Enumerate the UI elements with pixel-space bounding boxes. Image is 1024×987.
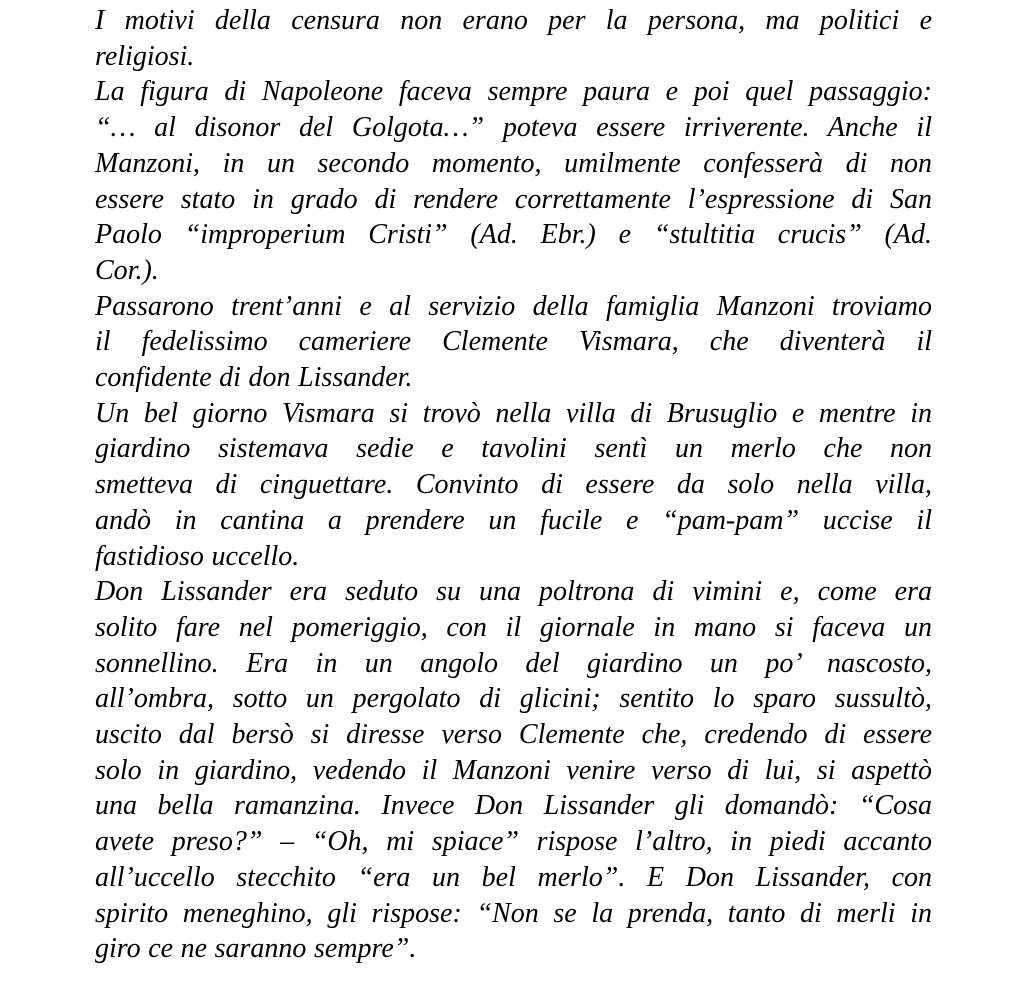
text-line: giardino sistemava sedie e tavolini sentì un merlo che non — [95, 433, 932, 465]
text-line: essere stato in grado di rendere correttamente l’espressione di San — [95, 183, 932, 215]
paragraph-merlo — [95, 396, 932, 575]
text-line: sonnellino. Era in un angolo del giardino un po’ nascosto, — [95, 647, 932, 679]
text-line: confidente di don Lissander. — [95, 362, 413, 394]
text-line: solo in giardino, vedendo il Manzoni venire verso di lui, si aspettò — [95, 754, 932, 786]
text-block — [95, 3, 932, 967]
text-line: una bella ramanzina. Invece Don Lissander gli domandò: “Cosa — [95, 790, 932, 822]
text-line: Un bel giorno Vismara si trovò nella villa di Brusuglio e mentre in — [95, 397, 932, 429]
text-line: uscito dal bersò si diresse verso Clemente che, credendo di essere — [95, 719, 932, 751]
text-line: Cor.). — [95, 254, 159, 286]
text-line: La figura di Napoleone faceva sempre paura e poi quel passaggio: — [95, 76, 932, 108]
text-line: religiosi. — [95, 40, 195, 72]
text-line: fastidioso uccello. — [95, 540, 300, 572]
text-line: I motivi della censura non erano per la persona, ma politici e — [95, 5, 932, 36]
paragraph-censorship-motives — [95, 3, 932, 74]
paragraph-napoleone — [95, 74, 932, 288]
text-line: Passarono trent’anni e al servizio della famiglia Manzoni troviamo — [95, 290, 932, 322]
text-line: all’uccello stecchito “era un bel merlo”. E Don Lissander, con — [95, 861, 932, 893]
text-line: all’ombra, sotto un pergolato di glicini; sentito lo sparo sussultò, — [95, 683, 932, 715]
text-line: giro ce ne saranno sempre”. — [95, 933, 417, 965]
text-line: Paolo “improperium Cristi” (Ad. Ebr.) e “stultitia crucis” (Ad. — [95, 219, 932, 251]
text-line: “… al disonor del Golgota…” poteva essere irriverente. Anche il — [95, 112, 932, 144]
text-line: avete preso?” – “Oh, mi spiace” rispose l’altro, in piedi accanto — [95, 826, 932, 858]
text-line: spirito meneghino, gli rispose: “Non se la prenda, tanto di merli in — [95, 897, 932, 929]
text-line: smetteva di cinguettare. Convinto di essere da solo nella villa, — [95, 469, 932, 501]
paragraph-don-lissander — [95, 574, 932, 967]
paragraph-vismara-intro — [95, 289, 932, 396]
text-line: solito fare nel pomeriggio, con il giornale in mano si faceva un — [95, 611, 932, 643]
text-line: Manzoni, in un secondo momento, umilmente confesserà di non — [95, 147, 932, 179]
text-line: il fedelissimo cameriere Clemente Vismara, che diventerà il — [95, 326, 932, 358]
text-line: Don Lissander era seduto su una poltrona di vimini e, come era — [95, 576, 932, 608]
text-line: andò in cantina a prendere un fucile e “pam-pam” uccise il — [95, 504, 932, 536]
